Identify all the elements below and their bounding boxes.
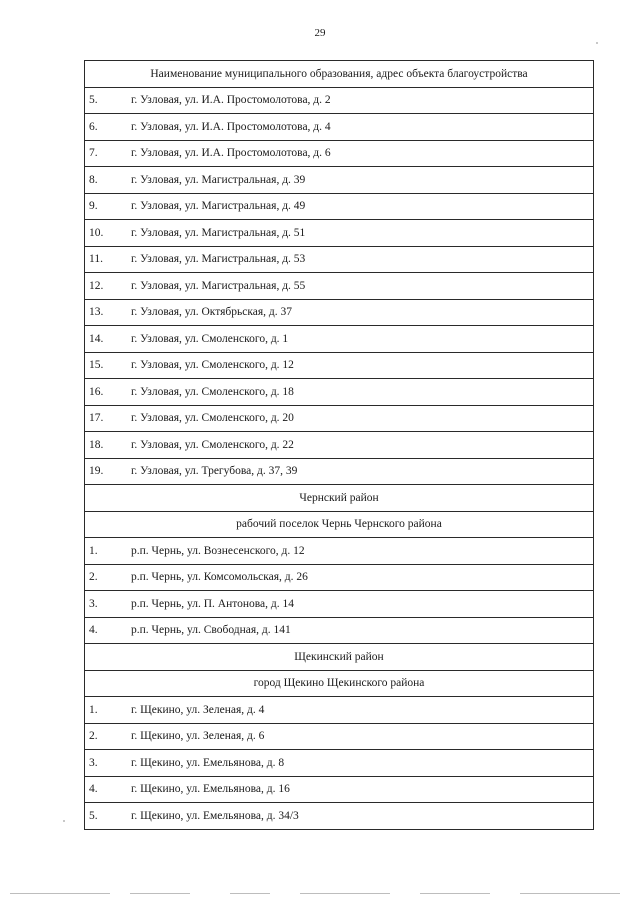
row-address: р.п. Чернь, ул. Свободная, д. 141	[131, 624, 291, 637]
row-number: 4.	[89, 624, 98, 637]
table-row	[85, 352, 594, 379]
table-row	[85, 564, 594, 591]
row-number: 10.	[89, 226, 104, 239]
scan-artifact-line	[230, 893, 270, 894]
table-row	[85, 246, 594, 273]
row-number: 2.	[89, 571, 98, 584]
section-title: город Щекино Щекинского района	[85, 670, 594, 697]
row-address: г. Щекино, ул. Емельянова, д. 34/3	[131, 809, 299, 822]
row-number: 3.	[89, 756, 98, 769]
row-address: г. Узловая, ул. Смоленского, д. 1	[131, 332, 289, 345]
section-row	[85, 644, 594, 671]
row-address: г. Узловая, ул. Смоленского, д. 20	[131, 412, 294, 425]
row-address: г. Узловая, ул. Магистральная, д. 55	[131, 279, 306, 292]
table-row	[85, 114, 594, 141]
row-address: г. Узловая, ул. Смоленского, д. 22	[131, 438, 294, 451]
section-title: Чернский район	[85, 485, 594, 512]
row-address: г. Узловая, ул. И.А. Простомолотова, д. 6	[131, 147, 331, 160]
row-cell	[85, 140, 594, 167]
row-number: 13.	[89, 306, 104, 319]
row-address: г. Узловая, ул. Магистральная, д. 39	[131, 173, 306, 186]
table-row	[85, 220, 594, 247]
row-address: г. Узловая, ул. И.А. Простомолотова, д. 2	[131, 94, 331, 107]
row-cell	[85, 326, 594, 353]
section-title: рабочий поселок Чернь Чернского района	[85, 511, 594, 538]
table-row	[85, 591, 594, 618]
row-address: г. Узловая, ул. Магистральная, д. 49	[131, 200, 306, 213]
table-row	[85, 87, 594, 114]
row-cell	[85, 167, 594, 194]
row-number: 18.	[89, 438, 104, 451]
table-row	[85, 750, 594, 777]
row-cell	[85, 299, 594, 326]
scan-artifact-dot	[596, 42, 598, 44]
table-row	[85, 432, 594, 459]
section-row	[85, 670, 594, 697]
table-header-row	[85, 61, 594, 88]
row-address: г. Узловая, ул. Смоленского, д. 12	[131, 359, 294, 372]
table-row	[85, 405, 594, 432]
row-cell	[85, 591, 594, 618]
row-cell	[85, 352, 594, 379]
row-number: 19.	[89, 465, 104, 478]
section-row	[85, 511, 594, 538]
row-address: г. Узловая, ул. Магистральная, д. 53	[131, 253, 306, 266]
row-cell	[85, 697, 594, 724]
table-row	[85, 697, 594, 724]
row-address: р.п. Чернь, ул. Комсомольская, д. 26	[131, 571, 308, 584]
row-cell	[85, 432, 594, 459]
row-number: 5.	[89, 809, 98, 822]
row-cell	[85, 564, 594, 591]
table-row	[85, 538, 594, 565]
table-row	[85, 723, 594, 750]
table-row	[85, 803, 594, 830]
row-cell	[85, 273, 594, 300]
row-address: г. Узловая, ул. Октябрьская, д. 37	[131, 306, 292, 319]
row-cell	[85, 405, 594, 432]
row-number: 2.	[89, 730, 98, 743]
row-number: 6.	[89, 120, 98, 133]
row-address: г. Щекино, ул. Емельянова, д. 16	[131, 783, 290, 796]
row-cell	[85, 723, 594, 750]
table-row	[85, 617, 594, 644]
row-cell	[85, 193, 594, 220]
row-cell	[85, 458, 594, 485]
row-cell	[85, 776, 594, 803]
table-row	[85, 326, 594, 353]
row-cell	[85, 538, 594, 565]
scan-artifact-line	[420, 893, 490, 894]
table-row	[85, 167, 594, 194]
row-address: г. Узловая, ул. Смоленского, д. 18	[131, 385, 294, 398]
row-address: р.п. Чернь, ул. Вознесенского, д. 12	[131, 544, 305, 557]
row-number: 3.	[89, 597, 98, 610]
table-row	[85, 776, 594, 803]
row-number: 4.	[89, 783, 98, 796]
row-number: 1.	[89, 703, 98, 716]
row-cell	[85, 246, 594, 273]
page-number: 29	[314, 27, 326, 39]
scan-artifact-line	[10, 893, 110, 894]
row-number: 16.	[89, 385, 104, 398]
row-address: г. Узловая, ул. Магистральная, д. 51	[131, 226, 306, 239]
row-address: г. Щекино, ул. Зеленая, д. 4	[131, 703, 265, 716]
row-number: 14.	[89, 332, 104, 345]
row-cell	[85, 220, 594, 247]
row-number: 17.	[89, 412, 104, 425]
row-cell	[85, 114, 594, 141]
table-row	[85, 379, 594, 406]
objects-table-body	[85, 61, 594, 830]
row-cell	[85, 750, 594, 777]
table-header-cell: Наименование муниципального образования, адрес объекта благоустройства	[85, 61, 594, 88]
row-cell	[85, 379, 594, 406]
row-address: г. Щекино, ул. Емельянова, д. 8	[131, 756, 285, 769]
row-number: 5.	[89, 94, 98, 107]
scan-artifact-dot	[63, 820, 65, 822]
scan-artifact-line	[520, 893, 620, 894]
section-row	[85, 485, 594, 512]
row-number: 7.	[89, 147, 98, 160]
row-number: 11.	[89, 253, 103, 266]
row-number: 1.	[89, 544, 98, 557]
row-address: г. Узловая, ул. Трегубова, д. 37, 39	[131, 465, 298, 478]
row-number: 12.	[89, 279, 104, 292]
table-row	[85, 140, 594, 167]
row-number: 8.	[89, 173, 98, 186]
row-cell	[85, 617, 594, 644]
objects-table	[84, 60, 594, 830]
table-row	[85, 273, 594, 300]
section-title: Щекинский район	[85, 644, 594, 671]
table-row	[85, 299, 594, 326]
row-address: г. Щекино, ул. Зеленая, д. 6	[131, 730, 265, 743]
table-row	[85, 193, 594, 220]
row-number: 15.	[89, 359, 104, 372]
row-number: 9.	[89, 200, 98, 213]
scan-artifact-line	[300, 893, 390, 894]
row-address: р.п. Чернь, ул. П. Антонова, д. 14	[131, 597, 295, 610]
scan-artifact-line	[130, 893, 190, 894]
row-cell	[85, 87, 594, 114]
row-cell	[85, 803, 594, 830]
row-address: г. Узловая, ул. И.А. Простомолотова, д. 4	[131, 120, 331, 133]
table-row	[85, 458, 594, 485]
